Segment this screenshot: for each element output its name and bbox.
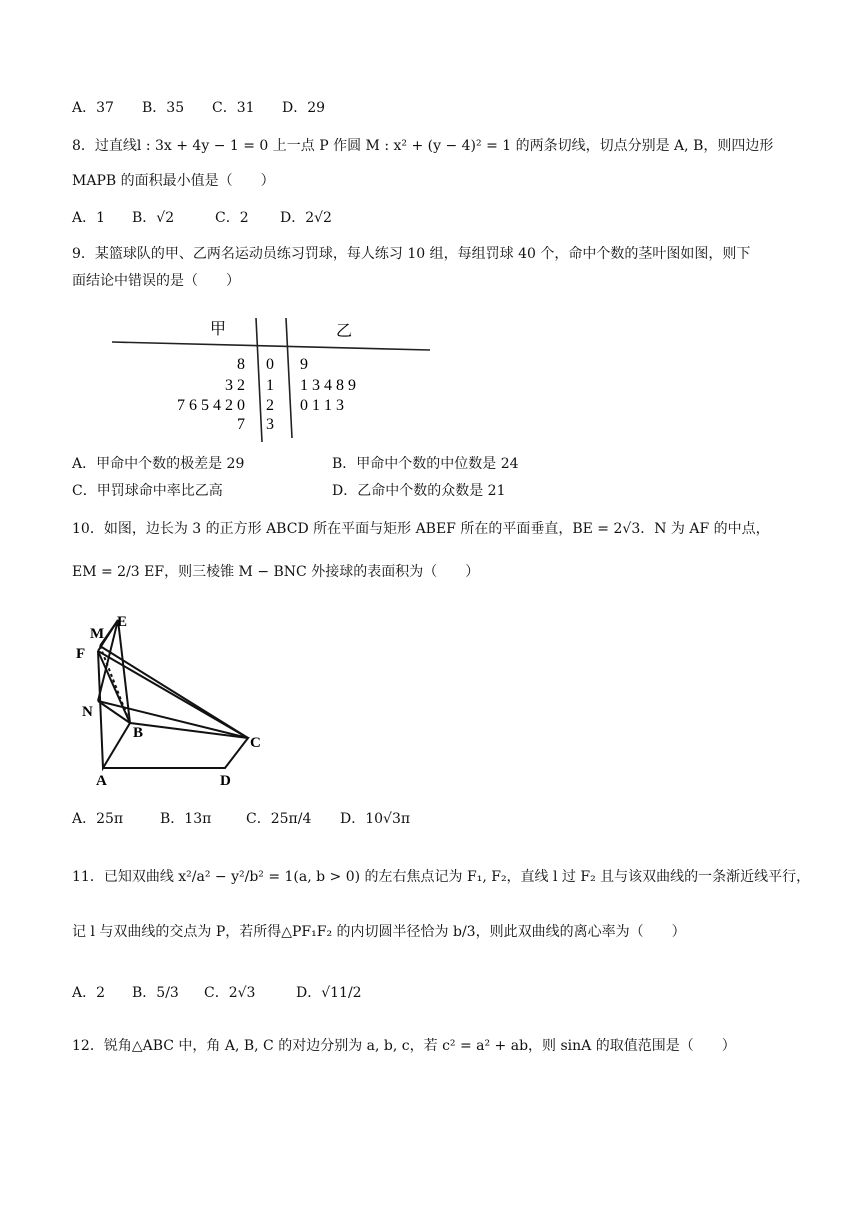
figure-header-rule (112, 342, 430, 350)
q10-option-b: B．13π (160, 811, 212, 827)
q7-option-a: A．37 (72, 100, 114, 116)
q11-option-b: B．5/3 (132, 985, 179, 1001)
q10-option-d: D．10√3π (340, 811, 411, 827)
q11-stem-line1: 11．已知双曲线 x²/a² − y²/b² = 1(a, b > 0) 的左右焦点记为 F₁, F₂，直线 l 过 F₂ 且与该双曲线的一条渐近线平行， (72, 869, 811, 885)
q11-option-c: C．2√3 (204, 985, 256, 1001)
q7-option-c: C．31 (212, 100, 255, 116)
leaf-right-row0: 9 (300, 356, 308, 373)
figure-header-yi: 乙 (336, 323, 353, 340)
label-m: M (90, 626, 105, 642)
q10-stem-line1: 10．如图，边长为 3 的正方形 ABCD 所在平面与矩形 ABEF 所在的平面垂直，BE = 2√3．N 为 AF 的中点， (72, 521, 770, 537)
q9-stem-line2: 面结论中错误的是（ ） (72, 273, 240, 289)
label-e: E (117, 614, 128, 630)
stem-row2: 2 (266, 397, 274, 414)
q9-option-a: A．甲命中个数的极差是 29 (72, 456, 245, 472)
label-d: D (220, 773, 231, 788)
q11-option-a: A．2 (72, 985, 106, 1001)
label-n: N (82, 704, 93, 720)
q8-option-c: C．2 (215, 210, 249, 226)
stem-leaf-figure (108, 312, 448, 447)
leaf-left-row1: 3 2 (225, 377, 245, 394)
q11-stem-line2: 记 l 与双曲线的交点为 P，若所得△PF₁F₂ 的内切圆半径恰为 b/3，则此双曲线的离心率为（ ） (72, 924, 686, 940)
q10-option-a: A．25π (72, 811, 124, 827)
q8-stem-line2: MAPB 的面积最小值是（ ） (72, 173, 275, 189)
leaf-left-row0: 8 (237, 356, 245, 373)
stem-row0: 0 (266, 356, 274, 373)
figure-header-jia: 甲 (210, 321, 227, 338)
q12-stem-line1: 12．锐角△ABC 中，角 A, B, C 的对边分别为 a, b, c，若 c² = a² + ab，则 sinA 的取值范围是（ ） (72, 1038, 736, 1054)
q7-option-b: B．35 (142, 100, 185, 116)
q10-stem-line2: EM = 2/3 EF，则三棱锥 M − BNC 外接球的表面积为（ ） (72, 564, 480, 580)
q8-stem-line1: 8．过直线l : 3x + 4y − 1 = 0 上一点 P 作圆 M : x² + (y − 4)² = 1 的两条切线，切点分别是 A, B，则四边形 (72, 138, 774, 154)
q10-option-c: C．25π/4 (246, 811, 312, 827)
label-b: B (133, 725, 144, 741)
pyramid-figure (70, 608, 270, 788)
figure-right-divider (286, 318, 292, 438)
q7-option-d: D．29 (282, 100, 326, 116)
leaf-right-row2: 0 1 1 3 (300, 397, 344, 414)
q11-option-d: D．√11/2 (296, 985, 362, 1001)
label-a: A (96, 773, 107, 788)
label-c: C (250, 735, 261, 751)
leaf-left-row3: 7 (237, 416, 245, 433)
figure-left-divider (256, 318, 262, 442)
q9-option-c: C．甲罚球命中率比乙高 (72, 483, 223, 499)
q9-option-b: B．甲命中个数的中位数是 24 (332, 456, 519, 472)
q8-option-b: B．√2 (132, 210, 175, 226)
label-f: F (76, 646, 86, 662)
q8-option-a: A．1 (72, 210, 106, 226)
leaf-left-row2: 7 6 5 4 2 0 (177, 397, 245, 414)
stem-row3: 3 (266, 416, 274, 433)
stem-row1: 1 (266, 377, 274, 394)
q9-option-d: D．乙命中个数的众数是 21 (332, 483, 506, 499)
q9-stem-line1: 9．某篮球队的甲、乙两名运动员练习罚球，每人练习 10 组，每组罚球 40 个，命中个数的茎叶图如图，则下 (72, 246, 751, 262)
q8-option-d: D．2√2 (280, 210, 332, 226)
leaf-right-row1: 1 3 4 8 9 (300, 377, 356, 394)
